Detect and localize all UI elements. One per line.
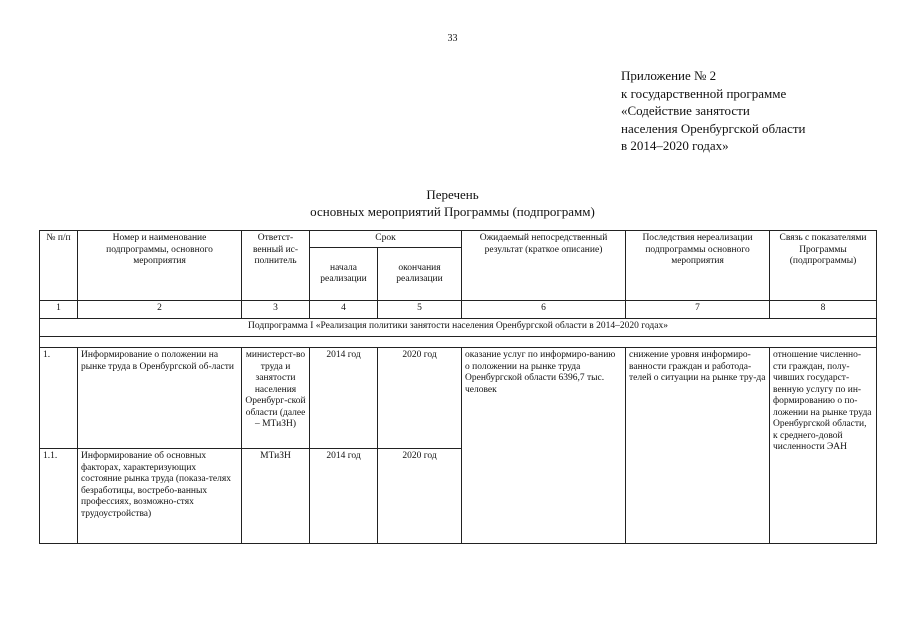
header-term: Срок xyxy=(310,231,462,248)
title-line: Перечень xyxy=(426,187,479,202)
spacer-row xyxy=(40,337,877,348)
row-end: 2020 год xyxy=(378,348,462,449)
row-num: 1. xyxy=(40,348,78,449)
row-responsible: министерст-во труда и занятости населения Оренбург-ской области (далее – МТиЗН) xyxy=(242,348,310,449)
appendix-line: к государственной программе xyxy=(621,85,787,101)
column-number: 1 xyxy=(40,301,78,319)
row-link: отношение численно-сти граждан, полу-чивших государст-венную услугу по ин-формированию о по-ложении на рынке труда Оренбургской области, к среднего-довой численности ЭАН xyxy=(770,348,877,544)
row-end: 2020 год xyxy=(378,449,462,544)
row-consequences: снижение уровня информиро-ванности граждан и работода-телей о ситуации на рынке тру-да xyxy=(626,348,770,544)
row-name: Информирование о положении на рынке труда в Оренбургской об-ласти xyxy=(78,348,242,449)
appendix-header xyxy=(621,67,805,155)
column-number: 2 xyxy=(78,301,242,319)
header-consequences: Последствия нереализации подпрограммы основного мероприятия xyxy=(626,231,770,301)
subprogram-title: Подпрограмма I «Реализация политики занятости населения Оренбургской области в 2014–2020 годах» xyxy=(40,319,877,337)
column-number: 8 xyxy=(770,301,877,319)
appendix-line: «Содействие занятости xyxy=(621,103,750,118)
column-number: 5 xyxy=(378,301,462,319)
appendix-line: населения Оренбургской области xyxy=(621,120,806,136)
activities-table xyxy=(39,230,877,544)
header-start: начала реализации xyxy=(310,248,378,301)
header-end: окончания реализации xyxy=(378,248,462,301)
header-num: № п/п xyxy=(40,231,78,301)
row-start: 2014 год xyxy=(310,348,378,449)
page-number: 33 xyxy=(447,33,458,44)
document-title xyxy=(0,186,905,220)
header-result: Ожидаемый непосредственный результат (краткое описание) xyxy=(462,231,626,301)
appendix-line: Приложение № 2 xyxy=(621,68,717,83)
header-responsible: Ответст-венный ис-полнитель xyxy=(242,231,310,301)
title-line: основных мероприятий Программы (подпрограмм) xyxy=(310,204,595,219)
row-responsible: МТиЗН xyxy=(242,449,310,544)
header-name: Номер и наименование подпрограммы, основного мероприятия xyxy=(78,231,242,301)
header-link: Связь с показателями Программы (подпрограммы) xyxy=(770,231,877,301)
row-result: оказание услуг по информиро-ванию о положении на рынке труда Оренбургской области 6396,7 тыс. человек xyxy=(462,348,626,544)
column-number: 7 xyxy=(626,301,770,319)
table-row xyxy=(40,348,877,449)
column-number: 3 xyxy=(242,301,310,319)
appendix-line: в 2014–2020 годах» xyxy=(621,138,729,153)
column-number: 4 xyxy=(310,301,378,319)
column-number: 6 xyxy=(462,301,626,319)
row-num: 1.1. xyxy=(40,449,78,544)
row-start: 2014 год xyxy=(310,449,378,544)
row-name: Информирование об основных факторах, характеризующих состояние рынка труда (показа-телях безработицы, востребо-ванных профессиях, возможно-стях трудоустройства) xyxy=(78,449,242,544)
